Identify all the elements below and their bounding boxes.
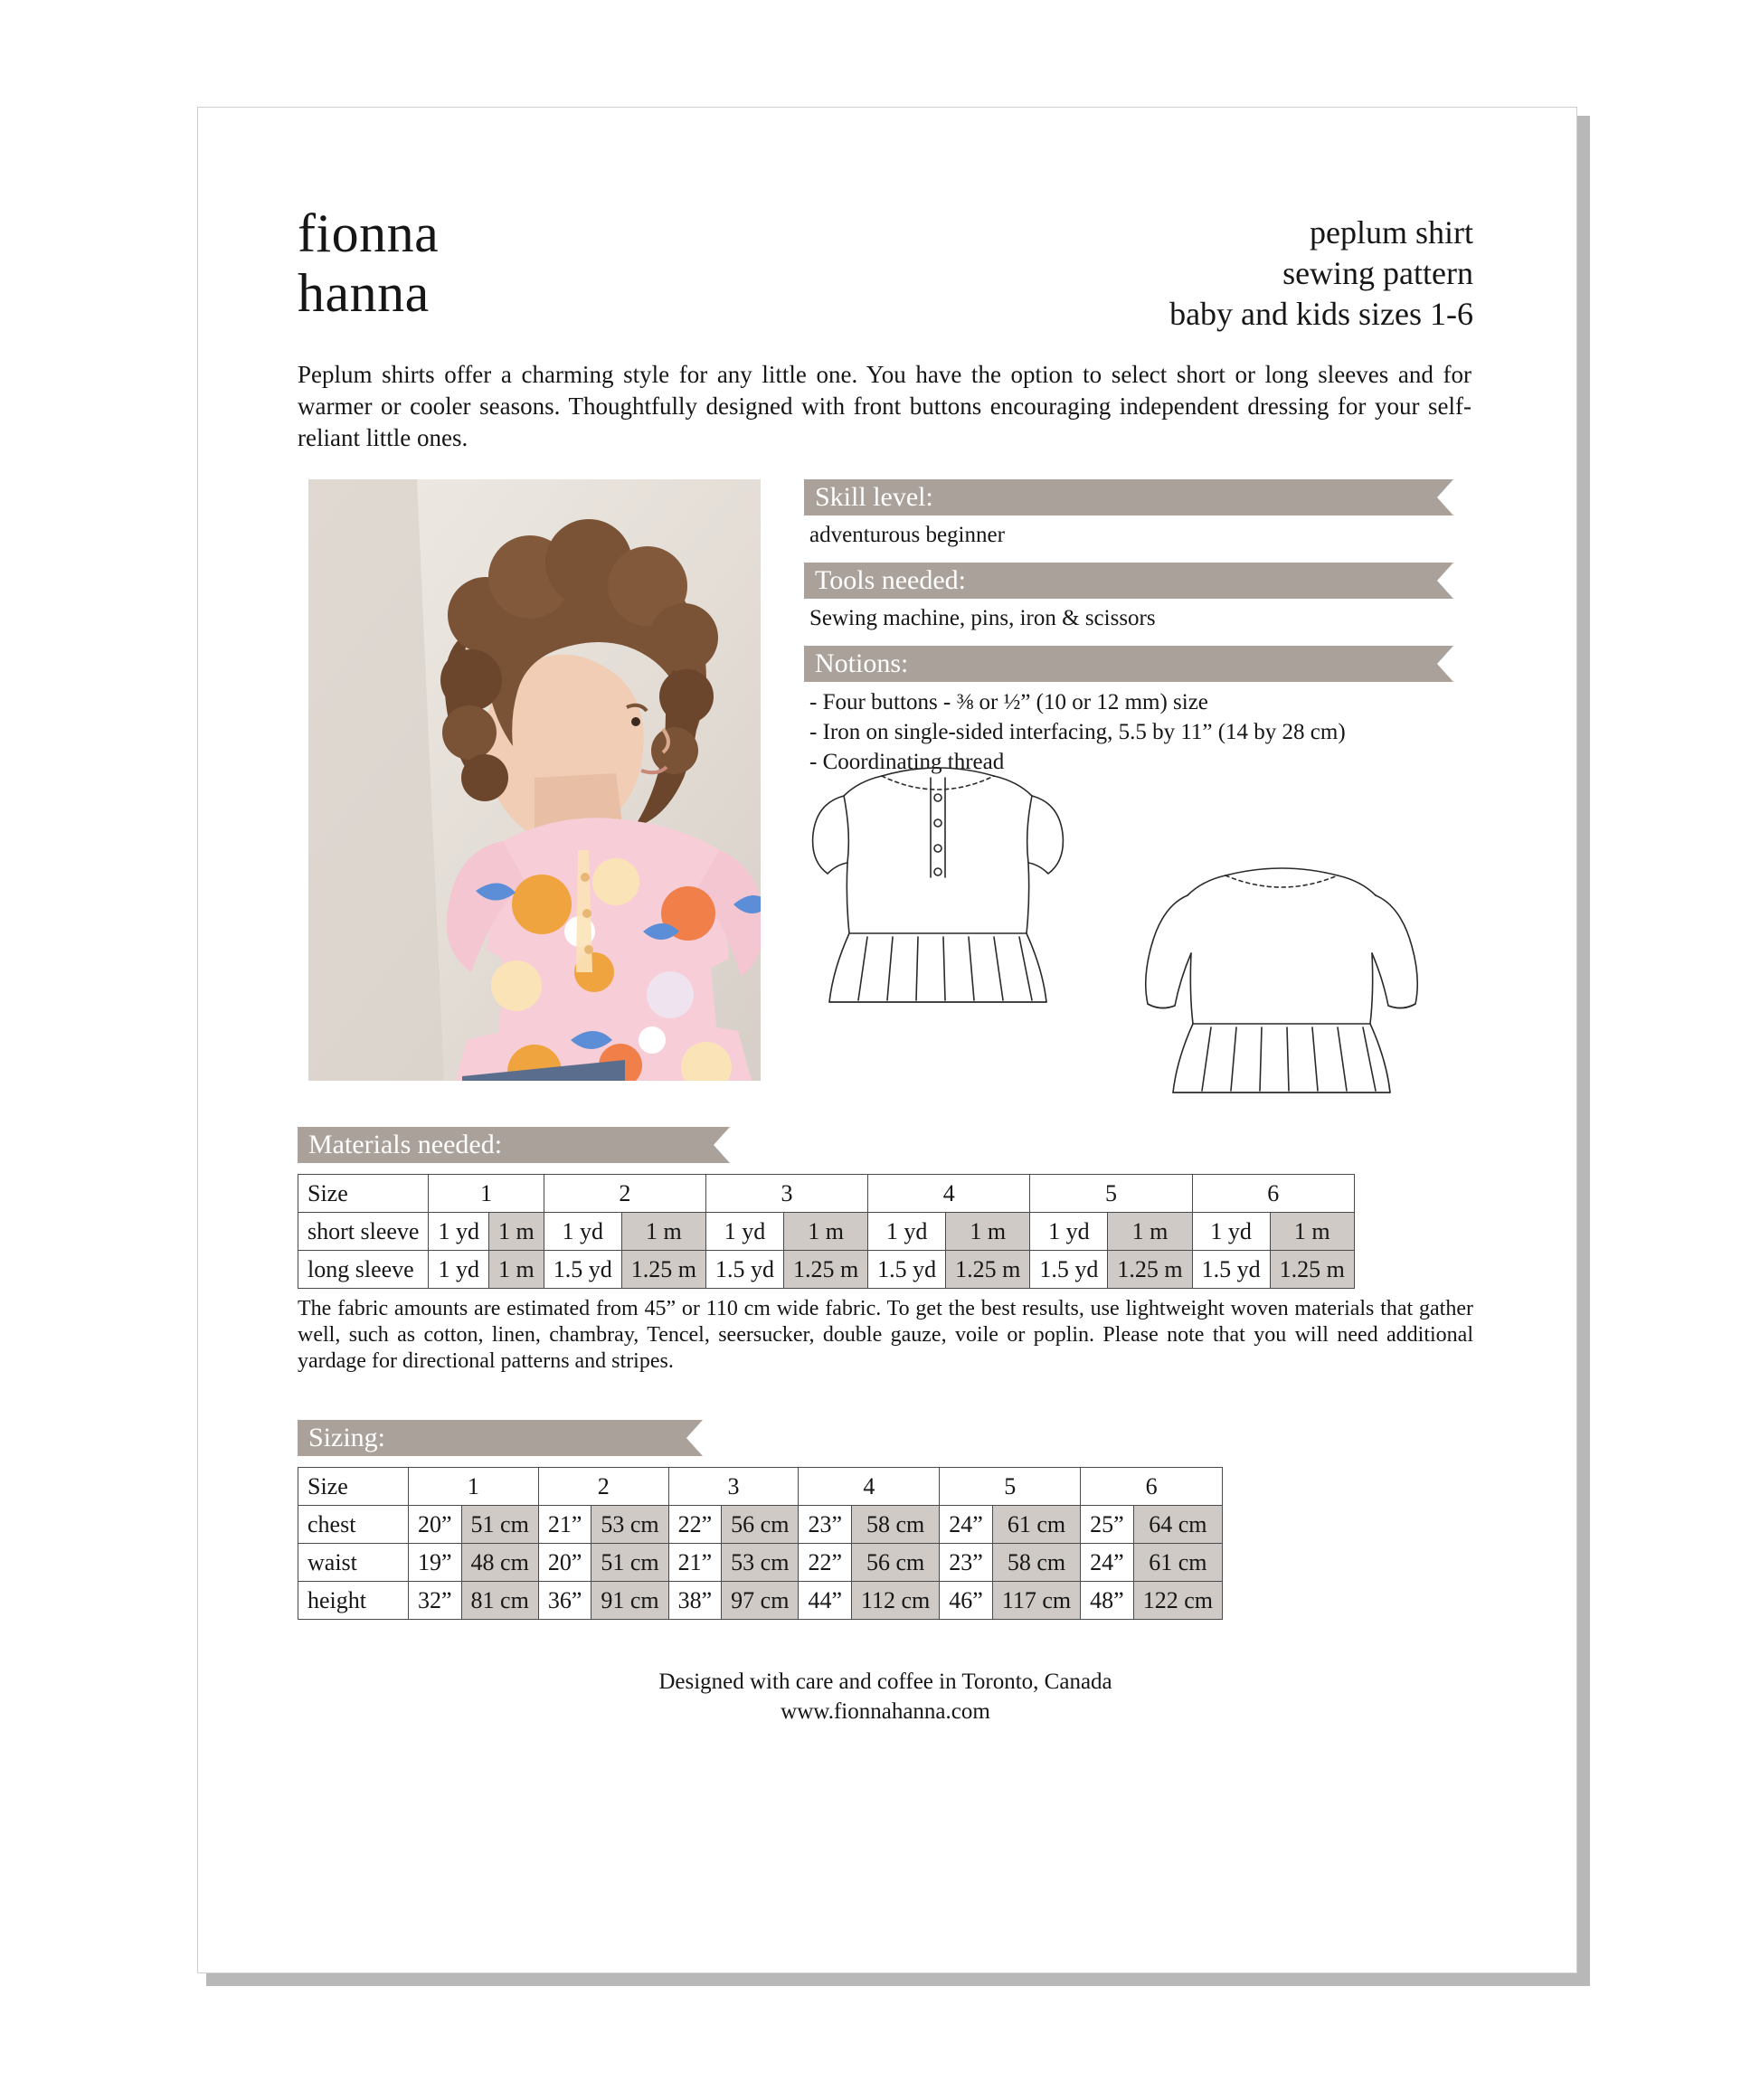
materials-size-3: 3 (705, 1175, 867, 1213)
cell-value-imperial: 25” (1081, 1506, 1134, 1544)
sizing-label: Sizing: (308, 1423, 386, 1452)
cell-value-metric: 1 m (621, 1213, 705, 1251)
footer-website[interactable]: www.fionnahanna.com (781, 1699, 990, 1724)
skill-level-label: Skill level: (815, 482, 933, 512)
skill-level-value: adventurous beginner (809, 523, 1005, 547)
cell-value-metric: 117 cm (992, 1582, 1080, 1620)
row-label-short-sleeve: short sleeve (298, 1213, 429, 1251)
materials-size-2: 2 (544, 1175, 705, 1213)
cell-value-imperial: 1.5 yd (705, 1251, 783, 1289)
skill-level-banner (804, 479, 1471, 516)
materials-table (298, 1174, 1355, 1289)
cell-value-metric: 1.25 m (946, 1251, 1030, 1289)
cell-value-imperial: 20” (538, 1544, 591, 1582)
cell-value-metric: 58 cm (992, 1544, 1080, 1582)
cell-value-imperial: 1 yd (705, 1213, 783, 1251)
notion-item: - Iron on single-sided interfacing, 5.5 by 11” (14 by 28 cm) (809, 720, 1346, 744)
cell-value-imperial: 44” (799, 1582, 852, 1620)
cell-value-imperial: 36” (538, 1582, 591, 1620)
title-line-1: peplum shirt (1310, 214, 1473, 251)
cell-value-imperial: 19” (409, 1544, 462, 1582)
cell-value-imperial: 46” (940, 1582, 993, 1620)
cell-value-metric: 48 cm (461, 1544, 538, 1582)
row-label-long-sleeve: long sleeve (298, 1251, 429, 1289)
cell-value-metric: 58 cm (851, 1506, 939, 1544)
cell-value-metric: 1 m (488, 1213, 544, 1251)
cell-value-imperial: 1 yd (1192, 1213, 1270, 1251)
cell-value-imperial: 23” (799, 1506, 852, 1544)
cell-value-metric: 91 cm (591, 1582, 668, 1620)
row-label-chest: chest (298, 1506, 409, 1544)
cell-value-imperial: 1.5 yd (1030, 1251, 1108, 1289)
materials-size-6: 6 (1192, 1175, 1354, 1213)
notion-item: - Coordinating thread (809, 750, 1005, 774)
details-column (804, 479, 1471, 777)
cell-value-metric: 51 cm (461, 1506, 538, 1544)
sizing-banner (298, 1420, 1473, 1456)
materials-size-4: 4 (868, 1175, 1030, 1213)
cell-value-imperial: 22” (799, 1544, 852, 1582)
sizing-size-5: 5 (940, 1468, 1081, 1506)
cell-value-imperial: 32” (409, 1582, 462, 1620)
cell-value-metric: 1 m (1270, 1213, 1354, 1251)
notions-label: Notions: (815, 648, 909, 678)
page-header (298, 203, 1473, 339)
table-row (298, 1506, 1223, 1544)
materials-size-1: 1 (429, 1175, 544, 1213)
tools-needed-label: Tools needed: (815, 565, 967, 595)
row-label-height: height (298, 1582, 409, 1620)
materials-size-5: 5 (1030, 1175, 1192, 1213)
materials-label: Materials needed: (308, 1130, 503, 1159)
brand-logo (298, 203, 439, 323)
sizing-table (298, 1467, 1223, 1620)
tools-needed-banner (804, 563, 1471, 599)
cell-value-imperial: 1 yd (544, 1213, 621, 1251)
cell-value-imperial: 21” (668, 1544, 722, 1582)
sizing-size-6: 6 (1081, 1468, 1223, 1506)
cell-value-imperial: 1.5 yd (868, 1251, 946, 1289)
cell-value-metric: 1 m (783, 1213, 867, 1251)
row-label-waist: waist (298, 1544, 409, 1582)
middle-section (298, 479, 1473, 1103)
intro-paragraph: Peplum shirts offer a charming style for any little one. You have the option to select short or long sleeves and for warmer or cooler seasons. Thoughtfully designed with front buttons encouraging independent dressing for your self-reliant little ones. (298, 361, 1471, 451)
cell-value-imperial: 20” (409, 1506, 462, 1544)
cell-value-metric: 81 cm (461, 1582, 538, 1620)
technical-drawings (804, 751, 1473, 1094)
cell-value-imperial: 1.5 yd (1192, 1251, 1270, 1289)
title-line-2: sewing pattern (1282, 255, 1473, 291)
materials-banner (298, 1127, 1473, 1163)
table-header-row (298, 1468, 1223, 1506)
page-footer (298, 1667, 1473, 1726)
cell-value-imperial: 1 yd (429, 1213, 489, 1251)
cell-value-imperial: 24” (1081, 1544, 1134, 1582)
cell-value-imperial: 24” (940, 1506, 993, 1544)
front-view-drawing (813, 768, 1064, 1002)
cell-value-metric: 122 cm (1133, 1582, 1222, 1620)
table-row (298, 1213, 1355, 1251)
back-view-drawing (1146, 868, 1418, 1093)
sizing-size-label: Size (298, 1468, 409, 1506)
tools-needed-value: Sewing machine, pins, iron & scissors (809, 606, 1156, 630)
cell-value-imperial: 22” (668, 1506, 722, 1544)
notions-banner (804, 646, 1471, 682)
cell-value-imperial: 1 yd (1030, 1213, 1108, 1251)
sizing-size-1: 1 (409, 1468, 539, 1506)
table-header-row (298, 1175, 1355, 1213)
cell-value-metric: 51 cm (591, 1544, 668, 1582)
cell-value-metric: 1 m (946, 1213, 1030, 1251)
materials-section (298, 1127, 1473, 1375)
pattern-cover-page (197, 107, 1577, 1973)
materials-note: The fabric amounts are estimated from 45” or 110 cm wide fabric. To get the best results, use lightweight woven materials that gather well, such as cotton, linen, chambray, Tencel, seersucker, double gauze, voile or poplin. Please note that you will need additional yardage for directional patterns and stripes. (298, 1297, 1473, 1373)
cell-value-metric: 61 cm (992, 1506, 1080, 1544)
model-photo (308, 479, 761, 1081)
cell-value-metric: 1.25 m (621, 1251, 705, 1289)
cell-value-imperial: 1 yd (868, 1213, 946, 1251)
brand-line-1: fionna (298, 203, 440, 263)
sizing-size-4: 4 (799, 1468, 940, 1506)
table-row (298, 1582, 1223, 1620)
cell-value-metric: 61 cm (1133, 1544, 1222, 1582)
cell-value-metric: 112 cm (851, 1582, 939, 1620)
sizing-size-2: 2 (538, 1468, 668, 1506)
document-page-wrapper (197, 107, 1581, 1977)
cell-value-metric: 53 cm (591, 1506, 668, 1544)
cell-value-metric: 1 m (488, 1251, 544, 1289)
cell-value-imperial: 21” (538, 1506, 591, 1544)
cell-value-imperial: 1.5 yd (544, 1251, 621, 1289)
footer-credit: Designed with care and coffee in Toronto, Canada (658, 1670, 1112, 1694)
cell-value-metric: 1.25 m (1108, 1251, 1192, 1289)
table-row (298, 1544, 1223, 1582)
cell-value-metric: 97 cm (722, 1582, 799, 1620)
cell-value-metric: 1 m (1108, 1213, 1192, 1251)
notion-item: - Four buttons - ⅜ or ½” (10 or 12 mm) size (809, 690, 1208, 714)
cell-value-metric: 1.25 m (783, 1251, 867, 1289)
page-title (1169, 213, 1473, 335)
cell-value-imperial: 23” (940, 1544, 993, 1582)
cell-value-metric: 64 cm (1133, 1506, 1222, 1544)
cell-value-imperial: 38” (668, 1582, 722, 1620)
cell-value-metric: 1.25 m (1270, 1251, 1354, 1289)
brand-line-2: hanna (298, 263, 430, 323)
title-line-3: baby and kids sizes 1-6 (1169, 296, 1473, 332)
sizing-section (298, 1420, 1473, 1620)
materials-size-label: Size (298, 1175, 429, 1213)
sizing-size-3: 3 (668, 1468, 799, 1506)
cell-value-metric: 56 cm (851, 1544, 939, 1582)
cell-value-imperial: 48” (1081, 1582, 1134, 1620)
table-row (298, 1251, 1355, 1289)
cell-value-metric: 53 cm (722, 1544, 799, 1582)
cell-value-metric: 56 cm (722, 1506, 799, 1544)
cell-value-imperial: 1 yd (429, 1251, 489, 1289)
